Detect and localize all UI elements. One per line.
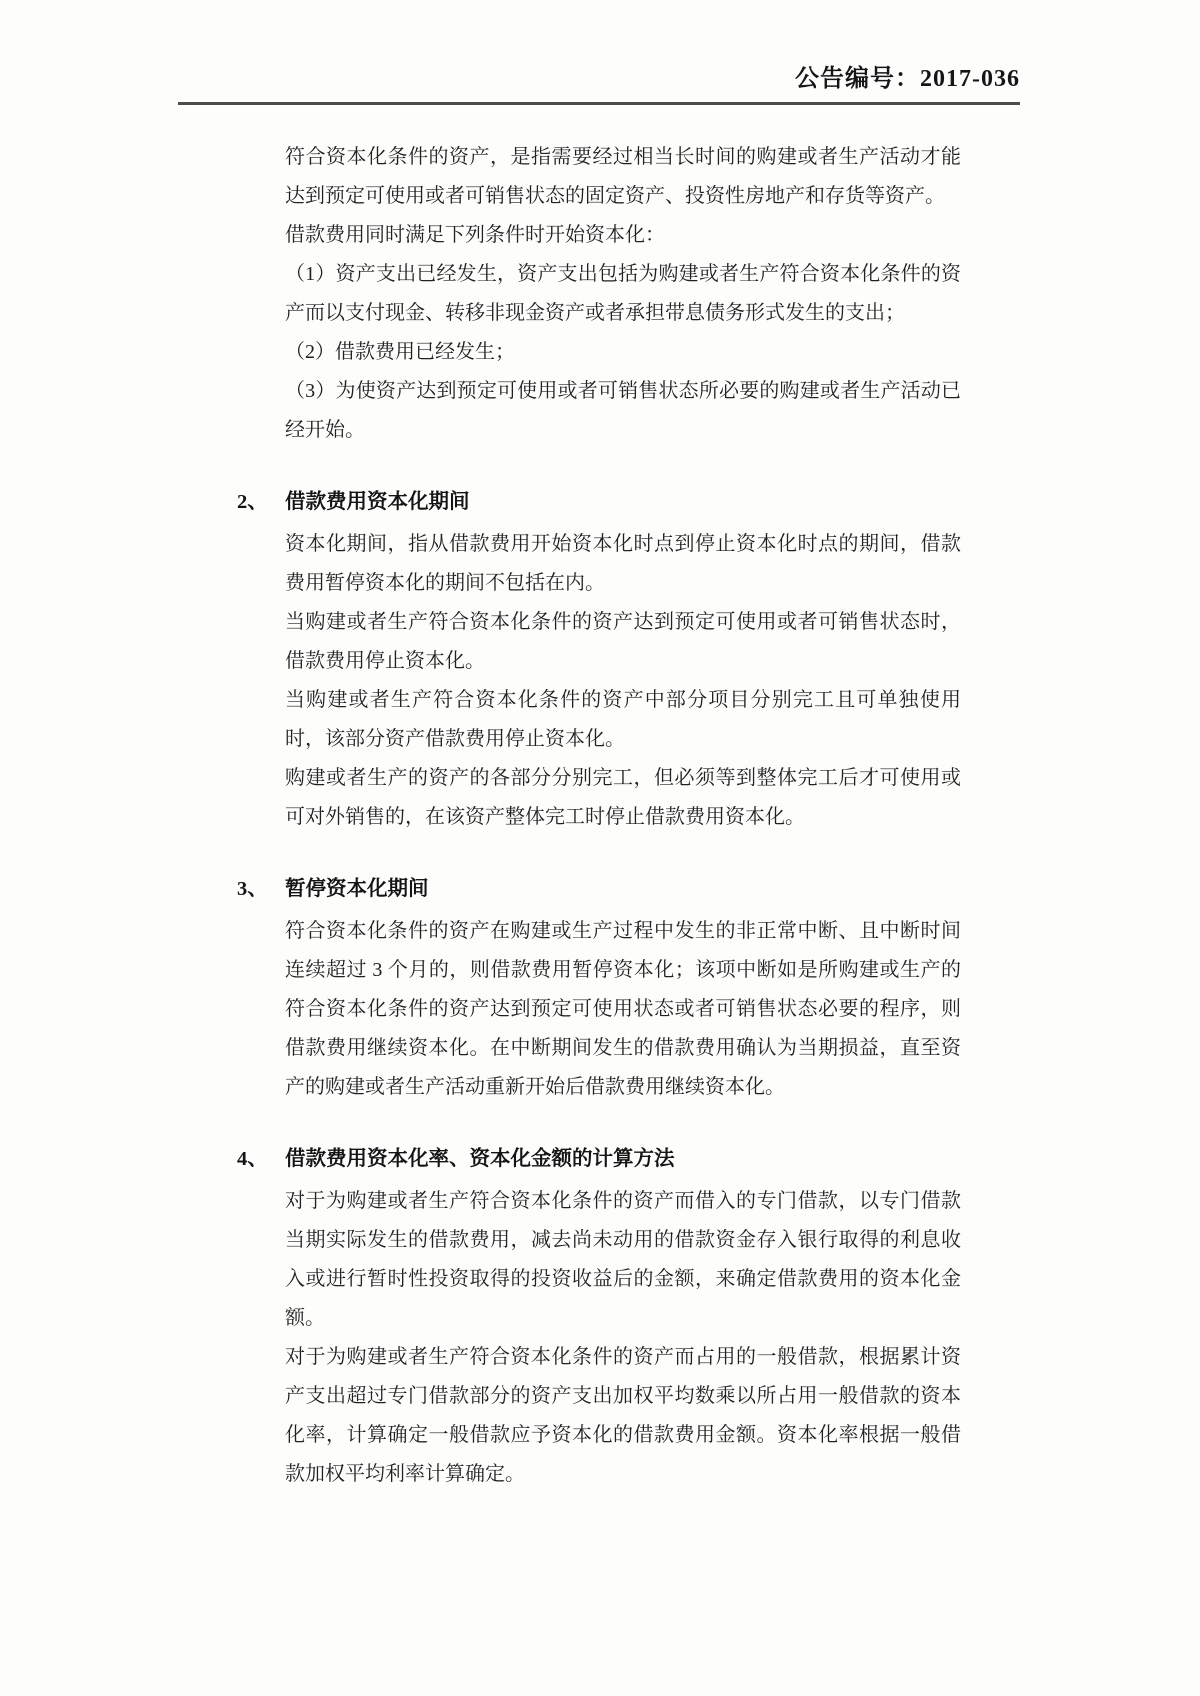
paragraph-intro-2: 借款费用同时满足下列条件时开始资本化： — [285, 224, 665, 246]
section-title: 借款费用资本化期间 — [285, 491, 470, 513]
paragraph-intro-condition-1: （1）资产支出已经发生，资产支出包括为购建或者生产符合资本化条件的资产而以支付现金、转移非现金资产或者承担带息债务形式发生的支出； — [285, 263, 961, 324]
section-title: 暂停资本化期间 — [285, 878, 429, 900]
paragraph-s3-1: 符合资本化条件的资产在购建或生产过程中发生的非正常中断、且中断时间连续超过 3 个月的，则借款费用暂停资本化；该项中断如是所购建或生产的符合资本化条件的资产达到预定可使用状态或者可销售状态必要的程序，则借款费用继续资本化。在中断期间发生的借款费用确认为当期损益，直至资产的购建或者生产活动重新开始后借款费用继续资本化。 — [285, 920, 961, 1098]
section-number: 3、 — [237, 878, 268, 900]
section-heading-2 — [237, 483, 965, 522]
document-body — [237, 138, 965, 1494]
section-heading-4 — [237, 1140, 965, 1179]
section-number: 2、 — [237, 491, 268, 513]
paragraph-intro-1: 符合资本化条件的资产，是指需要经过相当长时间的购建或者生产活动才能达到预定可使用或者可销售状态的固定资产、投资性房地产和存货等资产。 — [285, 146, 961, 207]
page-header — [178, 0, 1020, 105]
paragraph-s4-1: 对于为购建或者生产符合资本化条件的资产而借入的专门借款，以专门借款当期实际发生的借款费用，减去尚未动用的借款资金存入银行取得的利息收入或进行暂时性投资取得的投资收益后的金额，来确定借款费用的资本化金额。 — [285, 1190, 961, 1329]
section-title: 借款费用资本化率、资本化金额的计算方法 — [285, 1148, 675, 1170]
section-number: 4、 — [237, 1148, 268, 1170]
announcement-number: 公告编号：2017-036 — [795, 66, 1020, 92]
paragraph-s2-4: 购建或者生产的资产的各部分分别完工，但必须等到整体完工后才可使用或可对外销售的，在该资产整体完工时停止借款费用资本化。 — [285, 767, 961, 828]
paragraph-s2-1: 资本化期间，指从借款费用开始资本化时点到停止资本化时点的期间，借款费用暂停资本化的期间不包括在内。 — [285, 533, 961, 594]
paragraph-s2-3: 当购建或者生产符合资本化条件的资产中部分项目分别完工且可单独使用时，该部分资产借款费用停止资本化。 — [285, 689, 961, 750]
paragraph-s2-2: 当购建或者生产符合资本化条件的资产达到预定可使用或者可销售状态时，借款费用停止资本化。 — [285, 611, 961, 672]
paragraph-s4-2: 对于为购建或者生产符合资本化条件的资产而占用的一般借款，根据累计资产支出超过专门借款部分的资产支出加权平均数乘以所占用一般借款的资本化率，计算确定一般借款应予资本化的借款费用金额。资本化率根据一般借款加权平均利率计算确定。 — [285, 1346, 961, 1485]
paragraph-intro-condition-2: （2）借款费用已经发生； — [285, 341, 515, 363]
paragraph-intro-condition-3: （3）为使资产达到预定可使用或者可销售状态所必要的购建或者生产活动已经开始。 — [285, 380, 961, 441]
section-heading-3 — [237, 870, 965, 909]
